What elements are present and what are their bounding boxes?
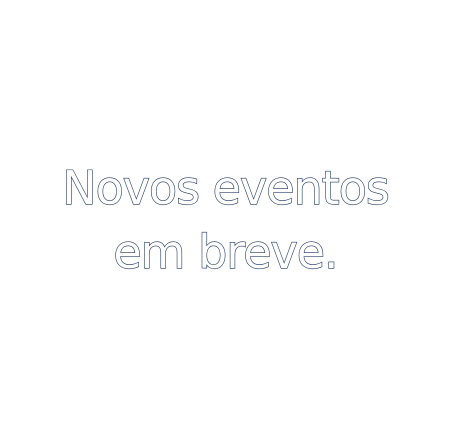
coming-soon-message: [0, 156, 451, 284]
message-line-1: Novos eventos: [62, 161, 389, 215]
message-line-2: em breve.: [113, 225, 338, 279]
